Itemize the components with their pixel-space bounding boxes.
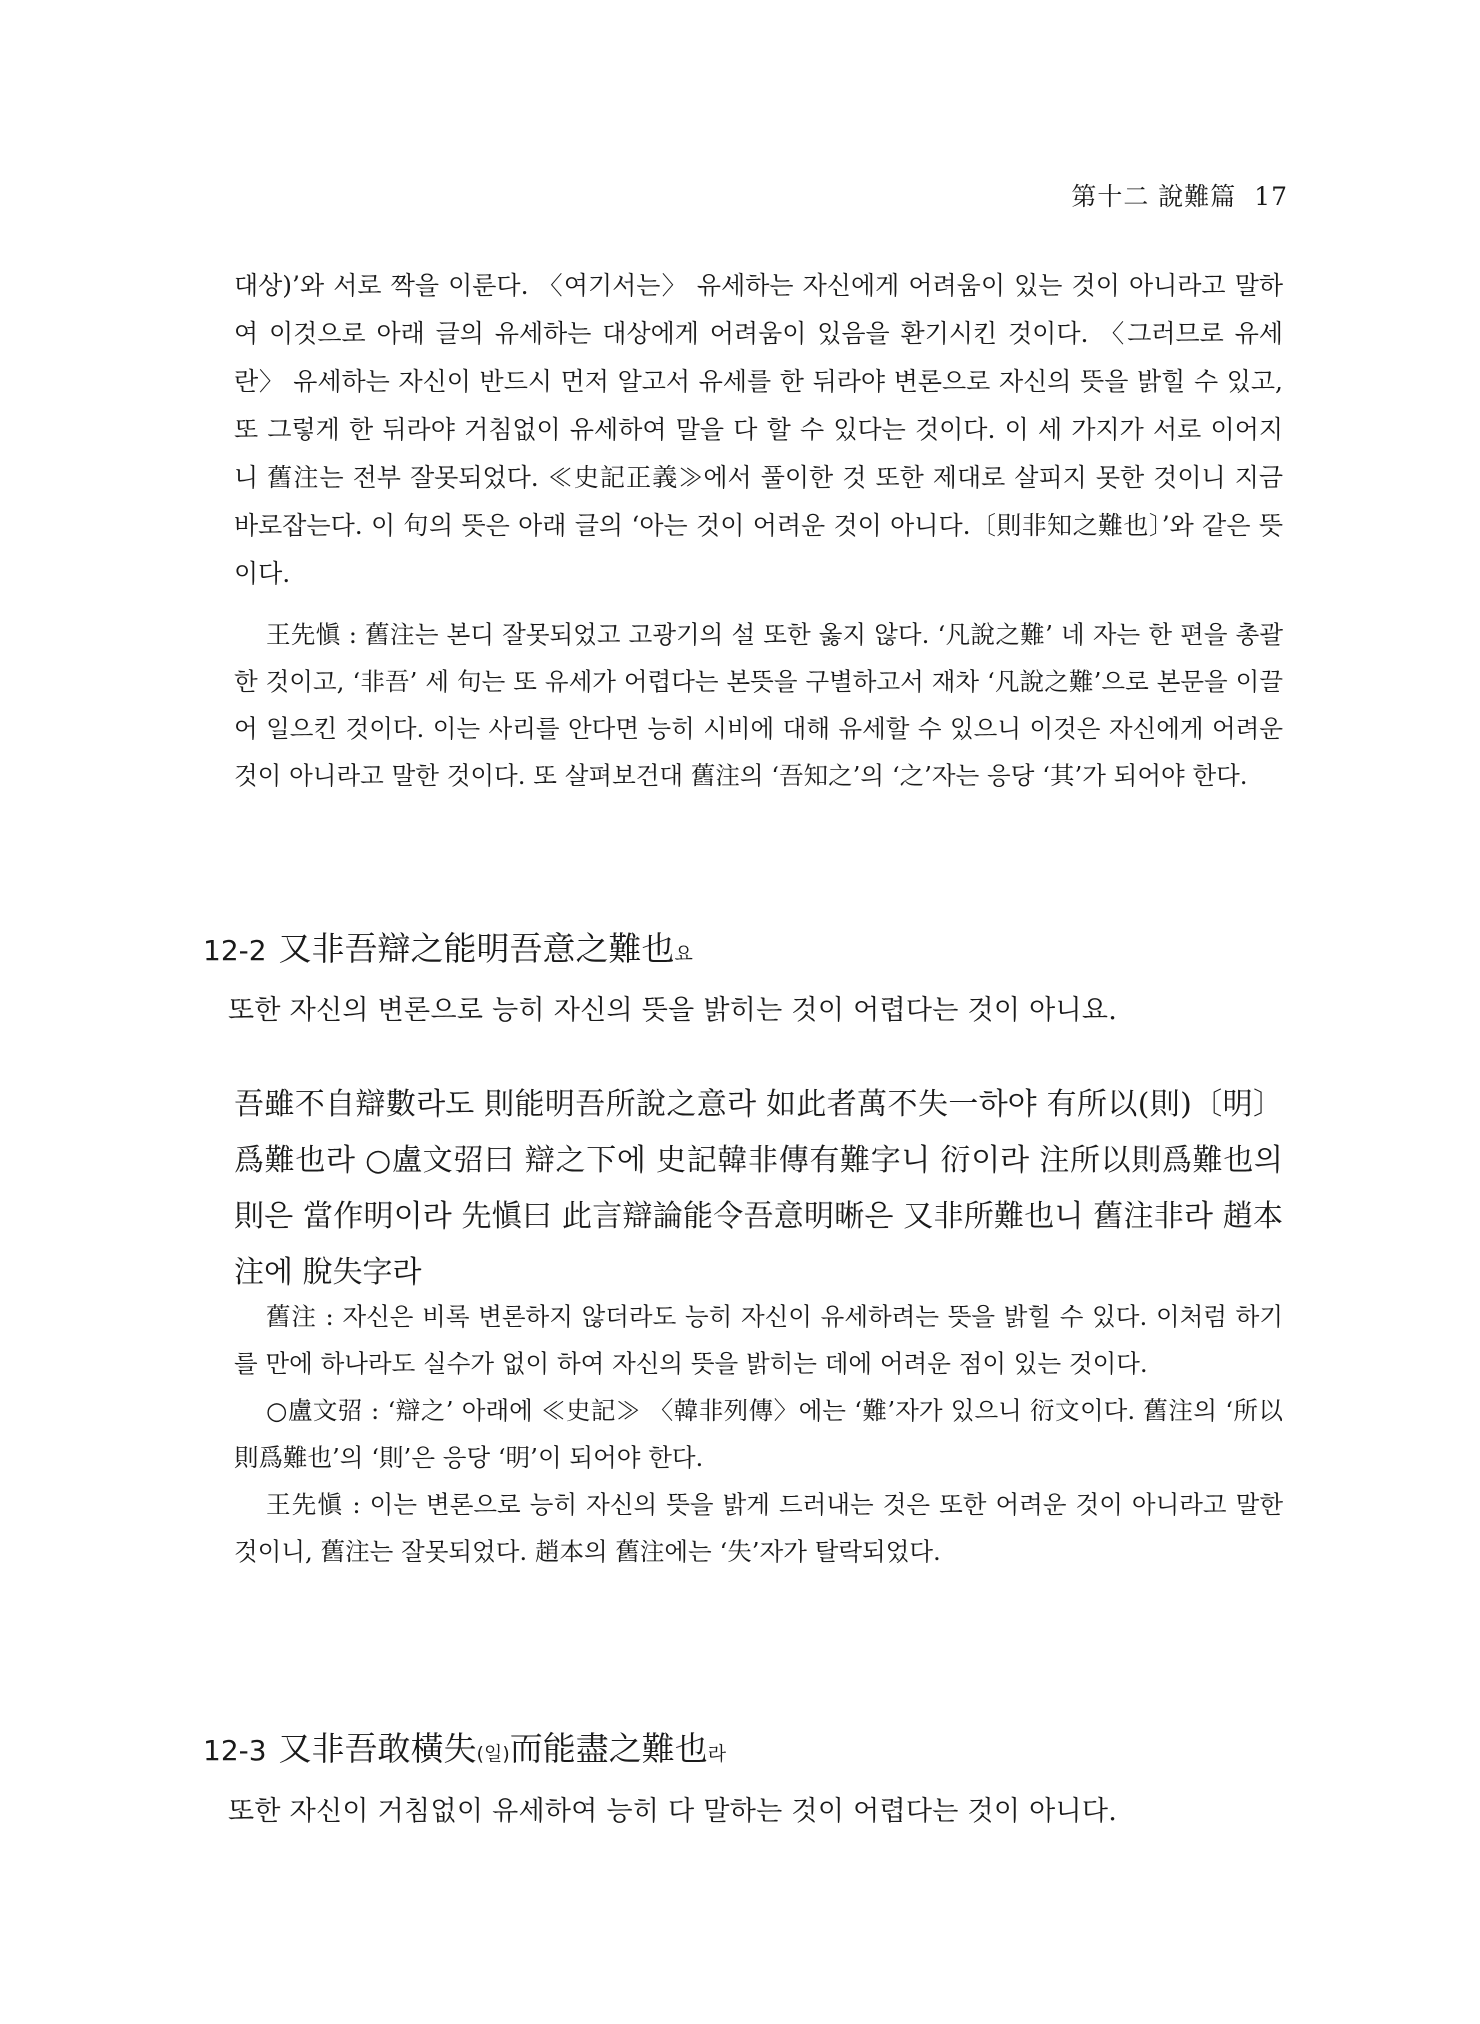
section-suffix: 요 [674, 943, 693, 965]
wang-xianshen-note-2: 王先愼 : 이는 변론으로 능히 자신의 뜻을 밝게 드러내는 것은 또한 어려운 것이 아니라고 말한 것이니, 舊注는 잘못되었다. 趙本의 舊注에는 ‘失’자가 탈락되었다. [234, 1490, 1283, 1566]
running-title: 第十二 說難篇 [1071, 182, 1237, 211]
section-text: 又非吾辯之能明吾意之難也 [278, 929, 675, 968]
carryover-paragraph-block [234, 262, 1283, 598]
commentary-12-2: 吾雖不自辯數라도 則能明吾所說之意라 如此者萬不失一하야 有所以(則)〔明〕爲難也라 ○盧文弨曰 辯之下에 史記韓非傳有難字니 衍이라 注所以則爲難也의 則은 當作明이라 先愼曰 此言辯論能令吾意明晰은 又非所難也니 舊注非라 趙本注에 脫失字라 [234, 1087, 1283, 1290]
carryover-paragraph: 대상)’와 서로 짝을 이룬다. 〈여기서는〉 유세하는 자신에게 어려움이 있는 것이 아니라고 말하여 이것으로 아래 글의 유세하는 대상에게 어려움이 있음을 환기시킨 것이다. 〈그러므로 유세란〉 유세하는 자신이 반드시 먼저 알고서 유세를 한 뒤라야 변론으로 자신의 뜻을 밝힐 수 있고, 또 그렇게 한 뒤라야 거침없이 유세하여 말을 다 할 수 있다는 것이다. 이 세 가지가 서로 이어지니 舊注는 전부 잘못되었다. ≪史記正義≫에서 풀이한 것 또한 제대로 살피지 못한 것이니 지금 바로잡는다. 이 句의 뜻은 아래 글의 ‘아는 것이 어려운 것이 아니다.〔則非知之難也〕’와 같은 뜻이다. [234, 271, 1283, 588]
section-text-a: 又非吾敢橫失 [278, 1729, 477, 1768]
section-text-b: 而能盡之難也 [509, 1729, 708, 1768]
translation-12-3: 또한 자신이 거침없이 유세하여 능히 다 말하는 것이 어렵다는 것이 아니다. [228, 1796, 1118, 1827]
old-note: 舊注 : 자신은 비록 변론하지 않더라도 능히 자신이 유세하려는 뜻을 밝힐 수 있다. 이처럼 하기를 만에 하나라도 실수가 없이 하여 자신의 뜻을 밝히는 데에 어려운 점이 있는 것이다. [234, 1302, 1283, 1378]
wang-xianshen-note: 王先愼 : 舊注는 본디 잘못되었고 고광기의 설 또한 옳지 않다. ‘凡說之難’ 네 자는 한 편을 총괄한 것이고, ‘非吾’ 세 句는 또 유세가 어렵다는 본뜻을 구별하고서 재차 ‘凡說之難’으로 본문을 이끌어 일으킨 것이다. 이는 사리를 안다면 능히 시비에 대해 유세할 수 있으니 이것은 자신에게 어려운 것이 아니라고 말한 것이다. 또 살펴보건대 舊注의 ‘吾知之’의 ‘之’자는 응당 ‘其’가 되어야 한다. [234, 620, 1283, 790]
section-number: 12-2 [203, 934, 267, 967]
notes-12-2 [234, 1293, 1283, 1575]
section-suffix: 라 [707, 1743, 727, 1765]
section-heading-12-3 [203, 1723, 726, 1770]
running-header [1071, 177, 1288, 213]
translation-12-2: 또한 자신의 변론으로 능히 자신의 뜻을 밝히는 것이 어렵다는 것이 아니요. [228, 995, 1118, 1026]
section-number: 12-3 [203, 1734, 267, 1767]
wang-xianshen-note-block [234, 611, 1283, 799]
page-number: 17 [1254, 182, 1288, 211]
section-heading-12-2 [203, 923, 693, 970]
lu-wenchao-note: ○盧文弨 : ‘辯之’ 아래에 ≪史記≫ 〈韓非列傳〉에는 ‘難’자가 있으니 衍文이다. 舊注의 ‘所以則爲難也’의 ‘則’은 응당 ‘明’이 되어야 한다. [234, 1396, 1283, 1472]
section-reading: (일) [476, 1743, 510, 1765]
